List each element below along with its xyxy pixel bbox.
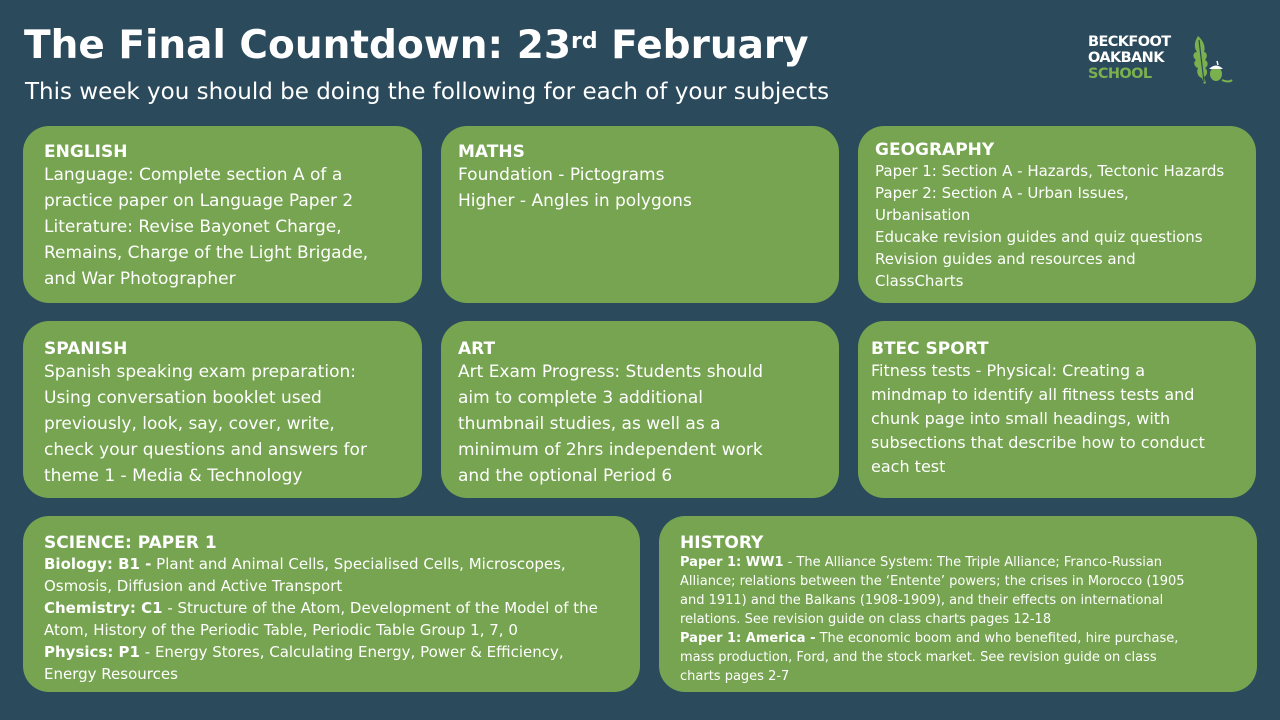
english-card [23,126,422,303]
oak-leaf-acorn-icon [1184,34,1236,90]
spanish-line: Spanish speaking exam preparation: [44,362,356,382]
science-biology-line: Osmosis, Diffusion and Active Transport [44,577,343,595]
art-line: aim to complete 3 additional [458,388,704,408]
history-paper2-line: Paper 1: America - The economic boom and who benefited, hire purchase, [680,631,1179,646]
spanish-line: previously, look, say, cover, write, [44,414,335,434]
card-title-science: SCIENCE: PAPER 1 [44,533,217,553]
card-title-btec-sport: BTEC SPORT [871,339,989,359]
spanish-line: theme 1 - Media & Technology [44,466,303,486]
english-line: and War Photographer [44,269,236,289]
history-paper2-line: mass production, Ford, and the stock market. See revision guide on class [680,650,1157,665]
page-subtitle: This week you should be doing the following for each of your subjects [25,79,830,105]
card-title-art: ART [458,339,496,359]
btec-line: mindmap to identify all fitness tests and [871,385,1195,404]
art-line: Art Exam Progress: Students should [458,362,764,382]
science-chemistry-line: Chemistry: C1 - Structure of the Atom, Development of the Model of the [44,599,598,617]
art-line: minimum of 2hrs independent work [458,440,763,460]
card-title-spanish: SPANISH [44,339,128,359]
science-chemistry-line: Atom, History of the Periodic Table, Periodic Table Group 1, 7, 0 [44,621,518,639]
maths-line: Higher - Angles in polygons [458,191,692,211]
maths-line: Foundation - Pictograms [458,165,665,185]
logo-line-3: SCHOOL [1088,66,1152,82]
english-line: Remains, Charge of the Light Brigade, [44,243,369,263]
btec-line: chunk page into small headings, with [871,409,1171,428]
history-paper1-line: relations. See revision guide on class charts pages 12-18 [680,612,1052,627]
logo-line-1: BECKFOOT [1088,34,1171,50]
geography-line: Revision guides and resources and [875,250,1136,268]
art-card [441,321,839,498]
biology-label: Biology: B1 - [44,555,152,573]
school-logo [1088,34,1238,90]
art-line: thumbnail studies, as well as a [458,414,721,434]
geography-line: Educake revision guides and quiz questions [875,228,1203,246]
history-paper2-line: charts pages 2-7 [680,669,790,684]
geography-line: Paper 1: Section A - Hazards, Tectonic Hazards [875,162,1225,180]
english-line: Language: Complete section A of a [44,165,343,185]
english-line: practice paper on Language Paper 2 [44,191,354,211]
geography-line: ClassCharts [875,272,964,290]
page-title: The Final Countdown: 23rd February [24,23,809,68]
art-line: and the optional Period 6 [458,466,673,486]
history-card [659,516,1257,692]
science-biology-line: Biology: B1 - Plant and Animal Cells, Specialised Cells, Microscopes, [44,555,566,573]
science-card [23,516,640,692]
history-paper1-line: Paper 1: WW1 - The Alliance System: The Triple Alliance; Franco-Russian [680,555,1163,570]
history-ww1-label: Paper 1: WW1 [680,555,784,570]
btec-line: Fitness tests - Physical: Creating a [871,361,1146,380]
btec-line: each test [871,457,946,476]
history-america-label: Paper 1: America - [680,631,816,646]
card-title-history: HISTORY [680,533,764,553]
logo-line-2: OAKBANK [1088,50,1164,66]
spanish-line: check your questions and answers for [44,440,367,460]
card-title-geography: GEOGRAPHY [875,140,995,160]
card-title-english: ENGLISH [44,142,128,162]
science-physics-line: Physics: P1 - Energy Stores, Calculating Energy, Power & Efficiency, [44,643,564,661]
btec-sport-card [858,321,1256,498]
geography-line: Urbanisation [875,206,971,224]
spanish-card [23,321,422,498]
geography-line: Paper 2: Section A - Urban Issues, [875,184,1129,202]
maths-card [441,126,839,303]
english-line: Literature: Revise Bayonet Charge, [44,217,342,237]
history-paper1-line: and 1911) and the Balkans (1908-1909), and their effects on international [680,593,1164,608]
physics-label: Physics: P1 [44,643,140,661]
title-superscript: rd [570,29,598,54]
science-physics-line: Energy Resources [44,665,178,683]
btec-line: subsections that describe how to conduct [871,433,1205,452]
history-paper1-line: Alliance; relations between the ‘Entente’ powers; the crises in Morocco (1905 [680,574,1185,589]
card-title-maths: MATHS [458,142,525,162]
spanish-line: Using conversation booklet used [44,388,322,408]
chemistry-label: Chemistry: C1 [44,599,163,617]
geography-card [858,126,1256,303]
